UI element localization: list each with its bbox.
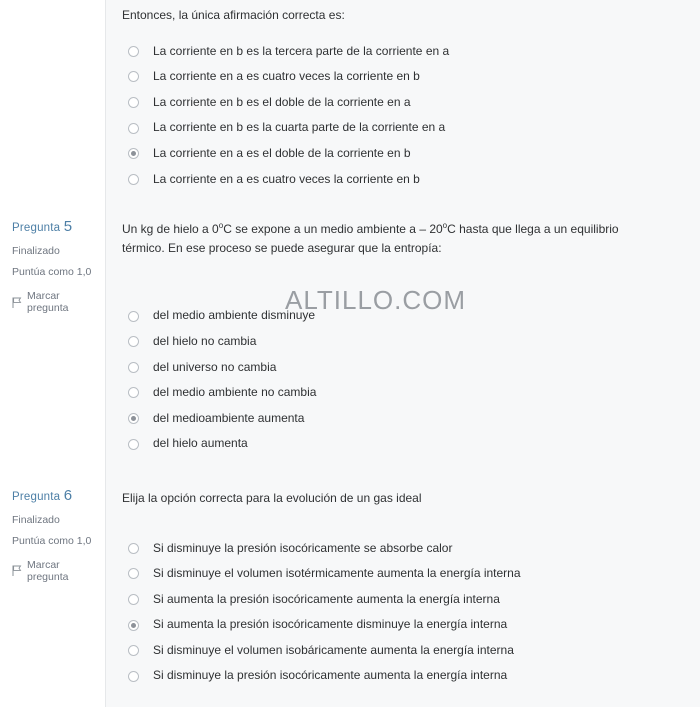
question-info-column	[0, 206, 105, 475]
answer-option[interactable]	[122, 536, 684, 562]
question-block	[0, 0, 700, 206]
answer-option[interactable]	[122, 141, 684, 167]
answer-option[interactable]	[122, 355, 684, 381]
question-number: 6	[63, 486, 73, 504]
answer-list	[122, 536, 684, 690]
question-number: 5	[63, 218, 73, 236]
answer-label: La corriente en b es la cuarta parte de la corriente en a	[153, 120, 446, 135]
radio-icon[interactable]	[128, 568, 139, 579]
question-stem: Entonces, la única afirmación correcta es:	[122, 8, 345, 22]
answer-label: La corriente en a es cuatro veces la corriente en b	[153, 69, 420, 84]
radio-icon-selected[interactable]	[128, 620, 139, 631]
radio-icon[interactable]	[128, 71, 139, 82]
answer-label: Si disminuye la presión isocóricamente se absorbe calor	[153, 540, 453, 555]
question-grade: Puntúa como 1,0	[12, 534, 92, 547]
watermark: ALTILLO.COM	[285, 285, 467, 315]
question-content	[105, 475, 700, 707]
answer-option[interactable]	[122, 587, 684, 613]
radio-icon[interactable]	[128, 671, 139, 682]
radio-icon[interactable]	[128, 46, 139, 57]
answer-label: del universo no cambia	[153, 359, 277, 374]
flag-question-button[interactable]	[12, 290, 97, 314]
answer-label: Si disminuye el volumen isobáricamente aumenta la energía interna	[153, 642, 514, 657]
question-grade: Puntúa como 1,0	[12, 266, 92, 279]
radio-icon[interactable]	[128, 362, 139, 373]
question-number-label	[12, 218, 97, 235]
answer-label: La corriente en a es el doble de la corriente en b	[153, 145, 411, 160]
question-stem: Un kg de hielo a 0$^o$C se expone a un medio ambiente a – 20$^o$C hasta que llega a un equilibrio térmico. En ese proceso se puede asegurar que la entropía:	[122, 221, 619, 255]
answer-option[interactable]	[122, 90, 684, 116]
answer-label: Si aumenta la presión isocóricamente disminuye la energía interna	[153, 617, 508, 632]
question-content	[105, 0, 700, 206]
question-number-label	[12, 487, 97, 504]
radio-icon[interactable]	[128, 387, 139, 398]
question-state: Finalizado	[12, 245, 60, 258]
answer-option[interactable]	[122, 39, 684, 65]
answer-label: Si aumenta la presión isocóricamente aumenta la energía interna	[153, 591, 500, 606]
answer-option[interactable]	[122, 380, 684, 406]
radio-icon-selected[interactable]	[128, 413, 139, 424]
answer-option[interactable]	[122, 663, 684, 689]
question-block	[0, 475, 700, 707]
radio-icon[interactable]	[128, 439, 139, 450]
answer-label: del medio ambiente disminuye	[153, 308, 316, 323]
answer-option[interactable]	[122, 612, 684, 638]
answer-label: Si disminuye la presión isocóricamente aumenta la energía interna	[153, 668, 508, 683]
question-stem: Elija la opción correcta para la evolución de un gas ideal	[122, 490, 422, 505]
answer-label: La corriente en b es el doble de la corriente en a	[153, 94, 411, 109]
radio-icon[interactable]	[128, 594, 139, 605]
answer-option[interactable]	[122, 406, 684, 432]
answer-label: del hielo aumenta	[153, 436, 248, 451]
answer-label: del hielo no cambia	[153, 333, 257, 348]
question-block	[0, 206, 700, 475]
answer-option[interactable]	[122, 167, 684, 193]
radio-icon[interactable]	[128, 311, 139, 322]
question-word: Pregunta	[12, 490, 61, 503]
answer-list	[122, 39, 684, 193]
flag-label: Marcar pregunta	[27, 558, 69, 583]
radio-icon[interactable]	[128, 543, 139, 554]
question-state: Finalizado	[12, 513, 60, 526]
answer-list	[122, 303, 684, 457]
answer-option[interactable]	[122, 64, 684, 90]
question-info-column	[0, 0, 105, 206]
answer-label: Si disminuye el volumen isotérmicamente aumenta la energía interna	[153, 566, 521, 581]
answer-option[interactable]	[122, 561, 684, 587]
radio-icon[interactable]	[128, 174, 139, 185]
radio-icon[interactable]	[128, 645, 139, 656]
answer-label: del medio ambiente no cambia	[153, 385, 317, 400]
answer-label: del medioambiente aumenta	[153, 410, 305, 425]
radio-icon[interactable]	[128, 97, 139, 108]
answer-label: La corriente en b es la tercera parte de la corriente en a	[153, 43, 450, 58]
flag-question-button[interactable]	[12, 559, 97, 583]
answer-option[interactable]	[122, 329, 684, 355]
question-info-column	[0, 475, 105, 707]
answer-option[interactable]	[122, 638, 684, 664]
radio-icon[interactable]	[128, 336, 139, 347]
question-content	[105, 206, 700, 475]
answer-option[interactable]	[122, 115, 684, 141]
radio-icon-selected[interactable]	[128, 148, 139, 159]
question-word: Pregunta	[12, 222, 61, 235]
flag-label: Marcar pregunta	[27, 290, 69, 315]
flag-icon	[12, 297, 22, 308]
flag-icon	[12, 565, 22, 576]
answer-label: La corriente en a es cuatro veces la corriente en b	[153, 171, 420, 186]
radio-icon[interactable]	[128, 123, 139, 134]
answer-option[interactable]	[122, 431, 684, 457]
